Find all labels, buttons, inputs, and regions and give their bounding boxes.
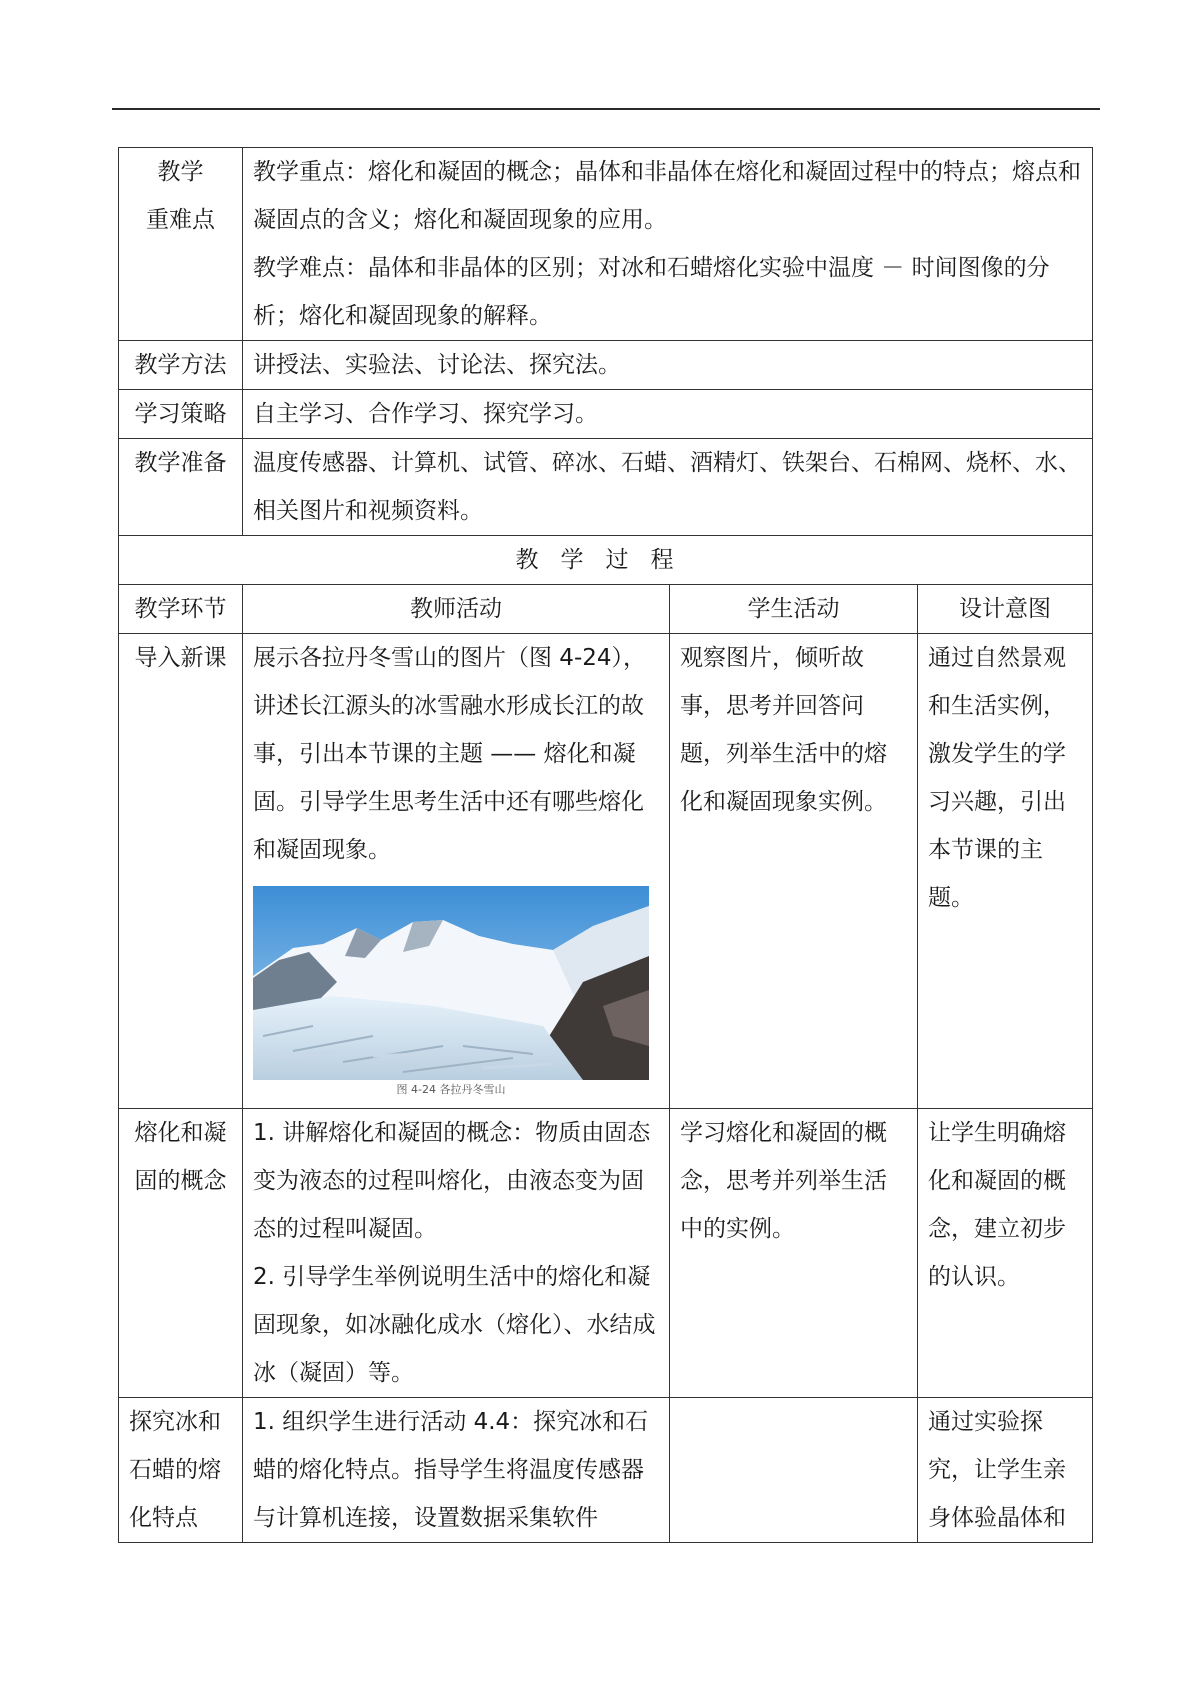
stage-cell: 熔化和凝固的概念 — [119, 1109, 243, 1398]
method-label: 教学方法 — [119, 341, 243, 390]
snow-mountain-figure — [253, 886, 649, 1098]
teacher-text: 2. 引导学生举例说明生活中的熔化和凝固现象，如冰融化成水（熔化）、水结成冰（凝固）等。 — [253, 1264, 656, 1386]
intent-cell: 通过实验探究，让学生亲身体验晶体和 — [918, 1398, 1093, 1543]
prep-value: 温度传感器、计算机、试管、碎冰、石蜡、酒精灯、铁架台、石棉网、烧杯、水、相关图片和视频资料。 — [243, 439, 1093, 536]
process-row-concept — [119, 1109, 1093, 1398]
key-points-focus: 教学重点：熔化和凝固的概念；晶体和非晶体在熔化和凝固过程中的特点；熔点和凝固点的含义；熔化和凝固现象的应用。 — [253, 159, 1081, 233]
figure-caption: 图 4-24 各拉丹冬雪山 — [396, 1083, 506, 1096]
method-row — [119, 341, 1093, 390]
strategy-value: 自主学习、合作学习、探究学习。 — [243, 390, 1093, 439]
strategy-label: 学习策略 — [119, 390, 243, 439]
process-title-row — [119, 536, 1093, 585]
header-intent: 设计意图 — [918, 585, 1093, 634]
process-row-explore — [119, 1398, 1093, 1543]
stage-cell: 导入新课 — [119, 634, 243, 1109]
snow-mountain-image — [253, 886, 649, 1080]
teacher-cell — [243, 1109, 670, 1398]
stage-cell: 探究冰和石蜡的熔化特点 — [119, 1398, 243, 1543]
lesson-plan-table — [118, 147, 1093, 1543]
key-points-content — [243, 148, 1093, 341]
teacher-text: 1. 组织学生进行活动 4.4：探究冰和石蜡的熔化特点。指导学生将温度传感器与计算机连接，设置数据采集软件 — [253, 1409, 649, 1531]
teacher-text: 1. 讲解熔化和凝固的概念：物质由固态变为液态的过程叫熔化，由液态变为固态的过程叫凝固。 — [253, 1120, 651, 1242]
student-cell: 观察图片，倾听故事，思考并回答问题，列举生活中的熔化和凝固现象实例。 — [670, 634, 918, 1109]
teacher-cell — [243, 634, 670, 1109]
student-cell — [670, 1398, 918, 1543]
process-header-row — [119, 585, 1093, 634]
teacher-text: 展示各拉丹冬雪山的图片（图 4-24），讲述长江源头的冰雪融水形成长江的故事，引出本节课的主题 —— 熔化和凝固。引导学生思考生活中还有哪些熔化和凝固现象。 — [253, 645, 647, 863]
prep-label: 教学准备 — [119, 439, 243, 536]
key-points-label: 教学 重难点 — [119, 148, 243, 341]
key-points-difficulty: 教学难点：晶体和非晶体的区别；对冰和石蜡熔化实验中温度 － 时间图像的分析；熔化和凝固现象的解释。 — [253, 255, 1050, 329]
header-rule — [112, 108, 1100, 110]
prep-row — [119, 439, 1093, 536]
intent-cell: 让学生明确熔化和凝固的概念，建立初步的认识。 — [918, 1109, 1093, 1398]
process-title: 教学过程 — [119, 536, 1093, 585]
intent-cell: 通过自然景观和生活实例，激发学生的学习兴趣，引出本节课的主题。 — [918, 634, 1093, 1109]
header-student: 学生活动 — [670, 585, 918, 634]
method-value: 讲授法、实验法、讨论法、探究法。 — [243, 341, 1093, 390]
header-teacher: 教师活动 — [243, 585, 670, 634]
student-cell: 学习熔化和凝固的概念，思考并列举生活中的实例。 — [670, 1109, 918, 1398]
process-row-intro — [119, 634, 1093, 1109]
header-stage: 教学环节 — [119, 585, 243, 634]
key-points-row — [119, 148, 1093, 341]
strategy-row — [119, 390, 1093, 439]
teacher-cell — [243, 1398, 670, 1543]
